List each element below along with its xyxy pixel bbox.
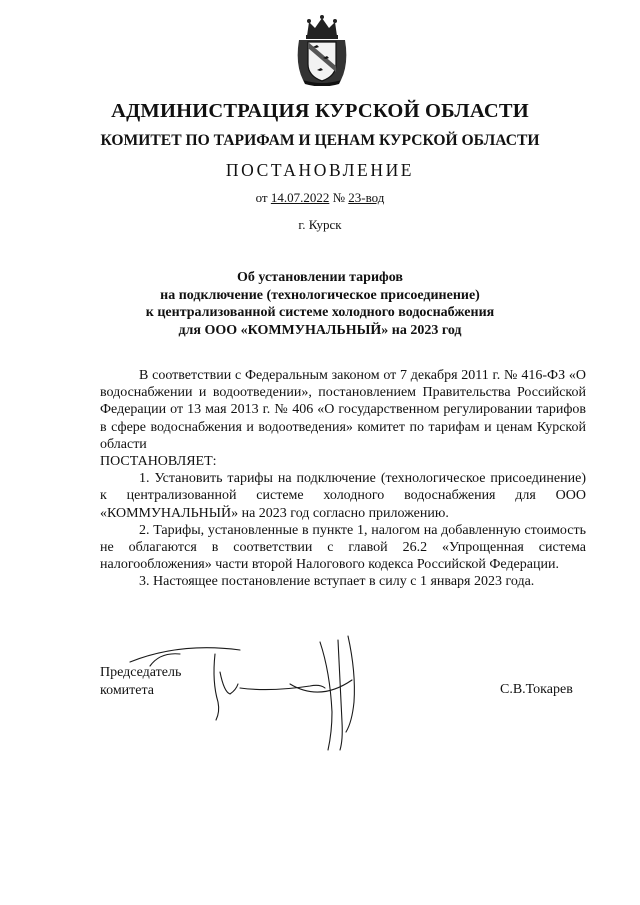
coat-of-arms-icon xyxy=(295,14,349,86)
resolves-word: ПОСТАНОВЛЯЕТ: xyxy=(100,454,217,470)
signatory-name: С.В.Токарев xyxy=(500,682,573,697)
signatory-title-line: комитета xyxy=(100,683,155,698)
number-sign: № xyxy=(332,190,346,205)
city: г. Курск xyxy=(298,217,342,232)
document-type: ПОСТАНОВЛЕНИЕ xyxy=(225,160,415,180)
item-1-paragraph: 1. Установить тарифы на подключение (технологическое присоединение) к централизованной системе холодного водоснабжения для ООО «КОММУНАЛЬНЫЙ» на 2023 год согласно приложению. xyxy=(100,471,586,521)
signatory-title xyxy=(100,664,181,700)
subject-line: Об установлении тарифов xyxy=(237,270,403,285)
item-3-paragraph: 3. Настоящее постановление вступает в силу с 1 января 2023 года. xyxy=(139,574,535,590)
date-number-line xyxy=(0,190,640,206)
document-date: 14.07.2022 xyxy=(270,190,330,205)
subject-line: к централизованной системе холодного водоснабжения xyxy=(145,305,495,321)
document-body xyxy=(100,367,586,591)
preamble-paragraph: В соответствии с Федеральным законом от 7 декабря 2011 г. № 416-ФЗ «О водоснабжении и водоотведении», постановлением Правительства Российской Федерации от 13 мая 2013 г. № 406 «О государственном регулировании тарифов в сфере водоснабжения и водоотведения» комитет по тарифам и ценам Курской области xyxy=(100,368,586,452)
subject-line: на подключение (технологическое присоединение) xyxy=(160,287,480,303)
subject-line: для ООО «КОММУНАЛЬНЫЙ» на 2023 год xyxy=(178,322,462,338)
signatory-title-line: Председатель xyxy=(100,665,182,680)
committee-title: КОМИТЕТ ПО ТАРИФАМ И ЦЕНАМ КУРСКОЙ ОБЛАСТИ xyxy=(100,132,540,149)
organization-title: АДМИНИСТРАЦИЯ КУРСКОЙ ОБЛАСТИ xyxy=(111,100,529,122)
document-number: 23-вод xyxy=(348,190,385,205)
document-subject xyxy=(0,269,640,339)
date-prefix: от xyxy=(255,190,268,205)
item-2-paragraph: 2. Тарифы, установленные в пункте 1, налогом на добавленную стоимость не облагаются в соответствии с главой 26.2 «Упрощенная система налогообложения» части второй Налогового кодекса Российской Федерации. xyxy=(100,522,586,573)
